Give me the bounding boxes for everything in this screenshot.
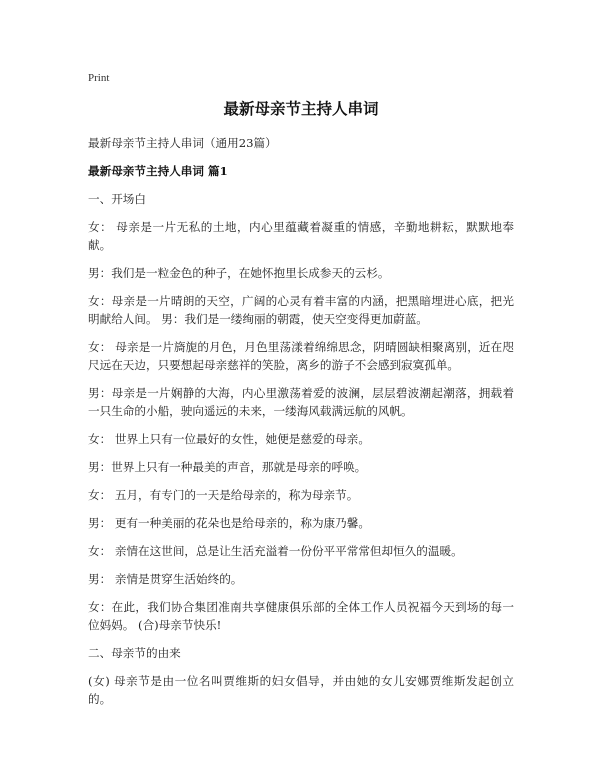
paragraph: 男：母亲是一片娴静的大海，内心里激荡着爱的波澜，层层碧波潮起潮落，拥载着一只生命的小船，驶向遥远的未来，一缕海风载满远航的风帆。	[88, 386, 514, 418]
paragraph: 女： 母亲是一片旖旎的月色，月色里荡漾着绵绵思念，阴晴圆缺相聚离别，近在咫尺远在天边，只要想起母亲慈祥的笑脸，离乡的游子不会感到寂寞孤单。	[88, 340, 514, 372]
paragraph: 女： 亲情在这世间，总是让生活充溢着一份份平平常常但却恒久的温暖。	[88, 544, 463, 558]
paragraph: 女： 五月，有专门的一天是给母亲的，称为母亲节。	[88, 488, 359, 502]
paragraph: 男： 更有一种美丽的花朵也是给母亲的，称为康乃馨。	[88, 516, 370, 530]
paragraph: 男： 亲情是贯穿生活始终的。	[88, 572, 243, 586]
section-heading: 最新母亲节主持人串词 篇1	[88, 164, 228, 178]
paragraph: 男：世界上只有一种最美的声音，那就是母亲的呼唤。	[88, 460, 367, 474]
document-subtitle: 最新母亲节主持人串词（通用23篇）	[88, 136, 277, 150]
paragraph: 女：在此，我们协合集团准南共享健康俱乐部的全体工作人员祝福今天到场的每一位妈妈。 (合)母亲节快乐!	[88, 600, 514, 632]
paragraph: 女：母亲是一片晴朗的天空，广阔的心灵有着丰富的内涵，把黑暗埋进心底，把光明献给人间。 男：我们是一缕绚丽的朝霞，使天空变得更加蔚蓝。	[88, 294, 514, 326]
paragraph: 二、母亲节的由来	[88, 646, 181, 660]
paragraph: 一、开场白	[88, 192, 146, 206]
document-page	[88, 70, 514, 718]
paragraph: 男：我们是一粒金色的种子，在她怀抱里长成参天的云杉。	[88, 266, 390, 280]
paragraph: (女) 母亲节是由一位名叫贾维斯的妇女倡导，并由她的女儿安娜贾维斯发起创立的。	[88, 674, 514, 706]
paragraph: 女： 母亲是一片无私的土地，内心里蕴藏着凝重的情感，辛勤地耕耘，默默地奉献。	[88, 220, 514, 252]
paragraph: 女： 世界上只有一位最好的女性，她便是慈爱的母亲。	[88, 432, 370, 446]
print-label[interactable]: Print	[88, 72, 110, 84]
document-title: 最新母亲节主持人串词	[223, 100, 379, 118]
